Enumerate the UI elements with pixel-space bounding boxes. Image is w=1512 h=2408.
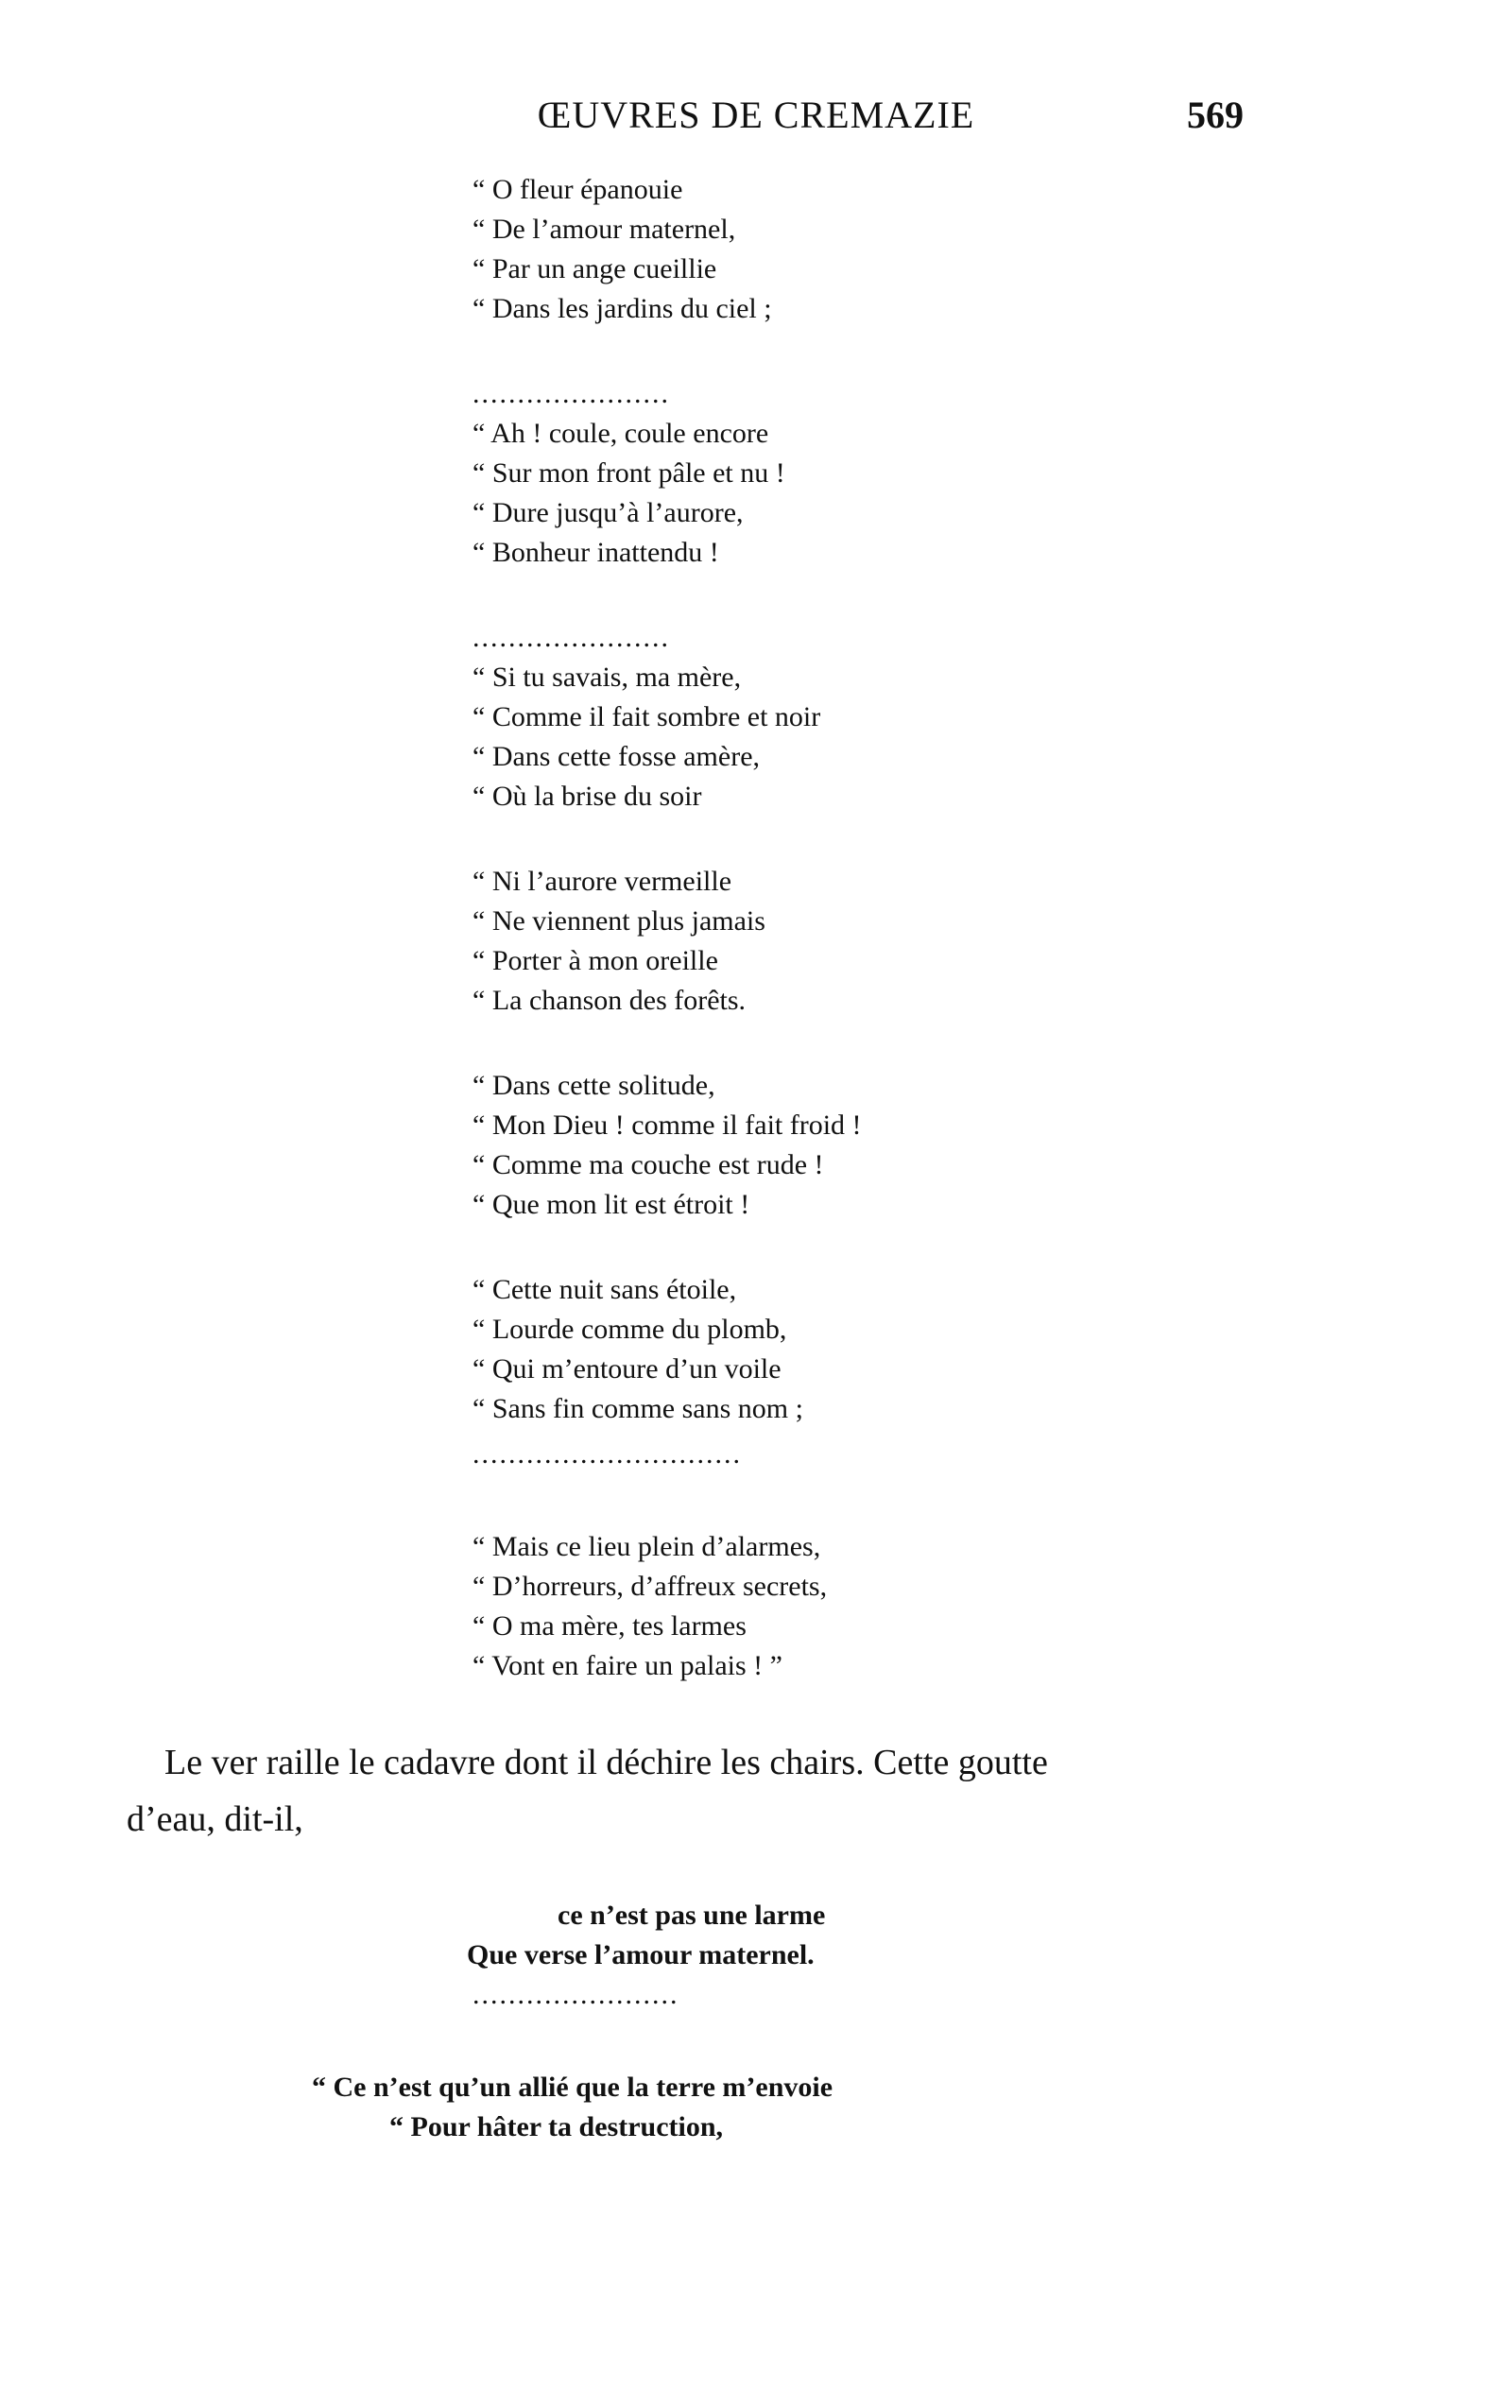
verse-line: “ Sans fin comme sans nom ; bbox=[472, 1393, 803, 1424]
verse-line: “ De l’amour maternel, bbox=[472, 214, 736, 245]
verse-line: “ Par un ange cueillie bbox=[472, 253, 717, 284]
ellipsis-row: ...................... bbox=[472, 378, 670, 409]
verse-line: “ Que mon lit est étroit ! bbox=[472, 1189, 750, 1220]
verse-line: “ Comme ma couche est rude ! bbox=[472, 1149, 824, 1180]
verse-line: “ Mon Dieu ! comme il fait froid ! bbox=[472, 1109, 862, 1141]
running-header: ŒUVRES DE CREMAZIE bbox=[537, 94, 975, 136]
ellipsis-row: ...................... bbox=[472, 622, 670, 653]
ellipsis-row: ....................... bbox=[472, 1979, 679, 2010]
verse-line: “ Dans cette fosse amère, bbox=[472, 741, 761, 772]
verse-line: “ Où la brise du soir bbox=[472, 781, 702, 812]
verse-line: “ Ni l’aurore vermeille bbox=[472, 866, 732, 897]
verse-line: “ O ma mère, tes larmes bbox=[472, 1610, 747, 1642]
prose-line: Le ver raille le cadavre dont il déchire les chairs. Cette goutte bbox=[164, 1743, 1048, 1782]
verse-line: “ Bonheur inattendu ! bbox=[472, 537, 719, 568]
verse-line: “ Comme il fait sombre et noir bbox=[472, 701, 821, 732]
quote-line: “ Pour hâter ta destruction, bbox=[389, 2111, 724, 2142]
verse-line: “ Cette nuit sans étoile, bbox=[472, 1274, 737, 1305]
verse-line: “ Sur mon front pâle et nu ! bbox=[472, 457, 785, 489]
verse-line: “ Dure jusqu’à l’aurore, bbox=[472, 497, 744, 528]
verse-line: “ Mais ce lieu plein d’alarmes, bbox=[472, 1531, 821, 1562]
verse-line: “ La chanson des forêts. bbox=[472, 985, 747, 1016]
verse-line: “ Dans cette solitude, bbox=[472, 1070, 715, 1101]
quote-line: Que verse l’amour maternel. bbox=[467, 1939, 815, 1970]
verse-line: “ D’horreurs, d’affreux secrets, bbox=[472, 1571, 828, 1602]
verse-line: “ Porter à mon oreille bbox=[472, 945, 718, 976]
prose-line: d’eau, dit-il, bbox=[127, 1799, 303, 1839]
verse-line: “ Qui m’entoure d’un voile bbox=[472, 1353, 782, 1385]
verse-line: “ Ah ! coule, coule encore bbox=[472, 418, 769, 449]
ellipsis-row: .............................. bbox=[472, 1438, 742, 1470]
quote-line: ce n’est pas une larme bbox=[558, 1900, 826, 1931]
verse-line: “ O fleur épanouie bbox=[472, 174, 683, 205]
page-number: 569 bbox=[1187, 94, 1244, 136]
verse-line: “ Vont en faire un palais ! ” bbox=[472, 1650, 782, 1681]
verse-line: “ Dans les jardins du ciel ; bbox=[472, 293, 772, 324]
verse-line: “ Ne viennent plus jamais bbox=[472, 905, 765, 937]
verse-line: “ Lourde comme du plomb, bbox=[472, 1314, 787, 1345]
quote-line: “ Ce n’est qu’un allié que la terre m’envoie bbox=[312, 2072, 833, 2103]
verse-line: “ Si tu savais, ma mère, bbox=[472, 662, 742, 693]
